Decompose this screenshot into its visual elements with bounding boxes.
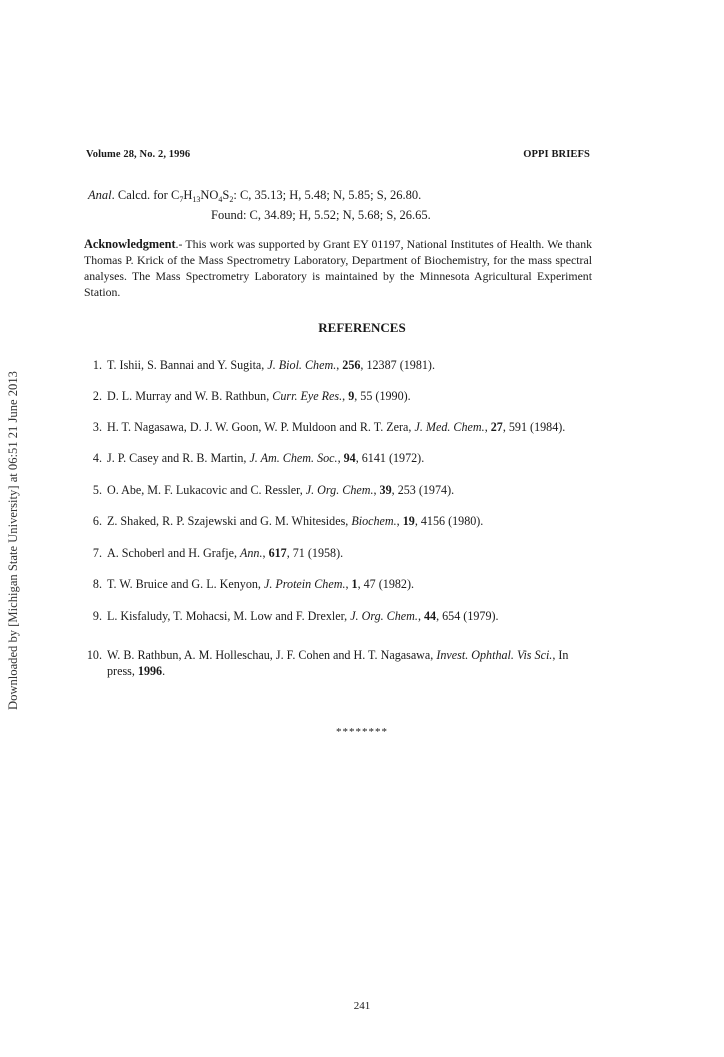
reference-pages-year: , 12387 (1981). [360,358,435,372]
reference-number: 10. [86,648,102,662]
reference-separator: , [262,546,269,560]
reference-pages-year: , 4156 (1980). [414,514,484,528]
reference-journal: Biochem. [351,514,397,528]
reference-text [107,609,592,625]
reference-authors: L. Kisfaludy, T. Mohacsi, M. Low and F. Drexler, [107,609,351,623]
reference-separator: , [342,389,349,403]
reference-volume: 94 [343,451,356,465]
reference-item [86,420,592,436]
reference-text [107,483,592,499]
references-heading: REFERENCES [318,320,406,335]
reference-pages-year: , 253 (1974). [391,483,455,497]
reference-authors: T. W. Bruice and G. L. Kenyon, [107,577,264,591]
reference-volume: 256 [342,358,361,372]
download-watermark: Downloaded by [Michigan State University] at 06:51 21 June 2013 [6,371,20,710]
reference-separator: , [396,514,403,528]
reference-authors: A. Schoberl and H. Grafje, [107,546,240,560]
reference-authors: J. P. Casey and R. B. Martin, [107,451,250,465]
page-number: 241 [353,1000,371,1012]
reference-journal: J. Protein Chem. [263,577,346,591]
acknowledgment-paragraph [84,236,592,300]
reference-item [86,546,592,562]
reference-separator: , [345,577,352,591]
reference-number: 6. [92,514,102,528]
reference-journal: Ann. [240,546,263,560]
reference-journal: J. Org. Chem. [305,483,374,497]
reference-journal: J. Org. Chem. [350,609,418,623]
reference-number: 1. [92,358,102,372]
reference-text [107,451,592,467]
reference-journal: J. Am. Chem. Soc. [249,451,338,465]
reference-volume: 27 [490,420,503,434]
reference-item [86,577,592,593]
reference-separator: , In press, [107,648,569,678]
reference-volume: 9 [348,389,355,403]
reference-volume: 1 [351,577,358,591]
acknowledgment-text: .- This work was supported by Grant EY 01197, National Institutes of Health. We thank Thomas P. Krick of the Mass Spectrometry Laboratory, Department of Biochemistry, for the mass spectral analyses. The Mass Spectrometry Laboratory is maintained by the Minnesota Agricultural Experiment Station. [84,237,592,299]
reference-volume: 19 [402,514,415,528]
reference-authors: O. Abe, M. F. Lukacovic and C. Ressler, [107,483,306,497]
reference-separator: , [417,609,424,623]
reference-text [107,577,592,593]
analysis-calcd: Anal. Calcd. for $C_7H_{13}NO_4S_2$: C, 35.13; H, 5.48; N, 5.85; S, 26.80. [88,188,422,204]
reference-number: 4. [92,451,102,465]
reference-pages-year: , 47 (1982). [357,577,415,591]
reference-volume: 39 [379,483,392,497]
reference-item [86,514,592,530]
reference-separator: , [336,358,343,372]
reference-number: 7. [92,546,102,560]
reference-text [107,648,592,679]
reference-volume: 44 [423,609,437,623]
reference-journal: J. Biol. Chem. [267,358,337,372]
reference-number: 8. [92,577,102,591]
reference-separator: , [337,451,344,465]
reference-number: 5. [92,483,102,497]
reference-number: 3. [92,420,102,434]
reference-number: 9. [92,609,102,623]
reference-pages-year: . [162,663,166,678]
reference-text [107,514,592,530]
reference-journal: Curr. Eye Res. [272,389,343,403]
journal-section: OPPI BRIEFS [523,149,590,160]
reference-number: 2. [92,389,102,403]
end-marker: ******** [336,726,388,738]
reference-text [107,389,592,405]
reference-text [107,420,592,436]
reference-text [107,546,592,562]
reference-volume: 1996 [137,663,163,678]
reference-pages-year: , 591 (1984). [502,420,566,434]
reference-volume: 617 [268,546,287,560]
reference-pages-year: , 6141 (1972). [355,451,425,465]
reference-item [86,358,592,374]
journal-volume: Volume 28, No. 2, 1996 [86,149,191,160]
analysis-label: Anal [88,188,112,202]
reference-item [86,648,592,679]
reference-item [86,451,592,467]
reference-authors: W. B. Rathbun, A. M. Holleschau, J. F. Cohen and H. T. Nagasawa, [107,648,437,662]
reference-item [86,389,592,405]
reference-item [86,609,592,625]
reference-item [86,483,592,499]
reference-text [107,358,592,374]
reference-journal: Invest. Ophthal. Vis Sci. [436,648,553,662]
reference-journal: J. Med. Chem. [414,420,485,434]
acknowledgment-title: Acknowledgment [84,237,176,251]
reference-authors: H. T. Nagasawa, D. J. W. Goon, W. P. Muldoon and R. T. Zera, [107,420,415,434]
reference-authors: D. L. Murray and W. B. Rathbun, [107,389,273,403]
reference-pages-year: , 654 (1979). [436,609,499,623]
reference-authors: Z. Shaked, R. P. Szajewski and G. M. Whitesides, [107,514,352,528]
analysis-found: Found: C, 34.89; H, 5.52; N, 5.68; S, 26.65. [211,208,431,222]
reference-separator: , [373,483,380,497]
reference-pages-year: , 55 (1990). [354,389,411,403]
reference-separator: , [484,420,491,434]
reference-authors: T. Ishii, S. Bannai and Y. Sugita, [107,358,268,372]
reference-pages-year: , 71 (1958). [286,546,344,560]
